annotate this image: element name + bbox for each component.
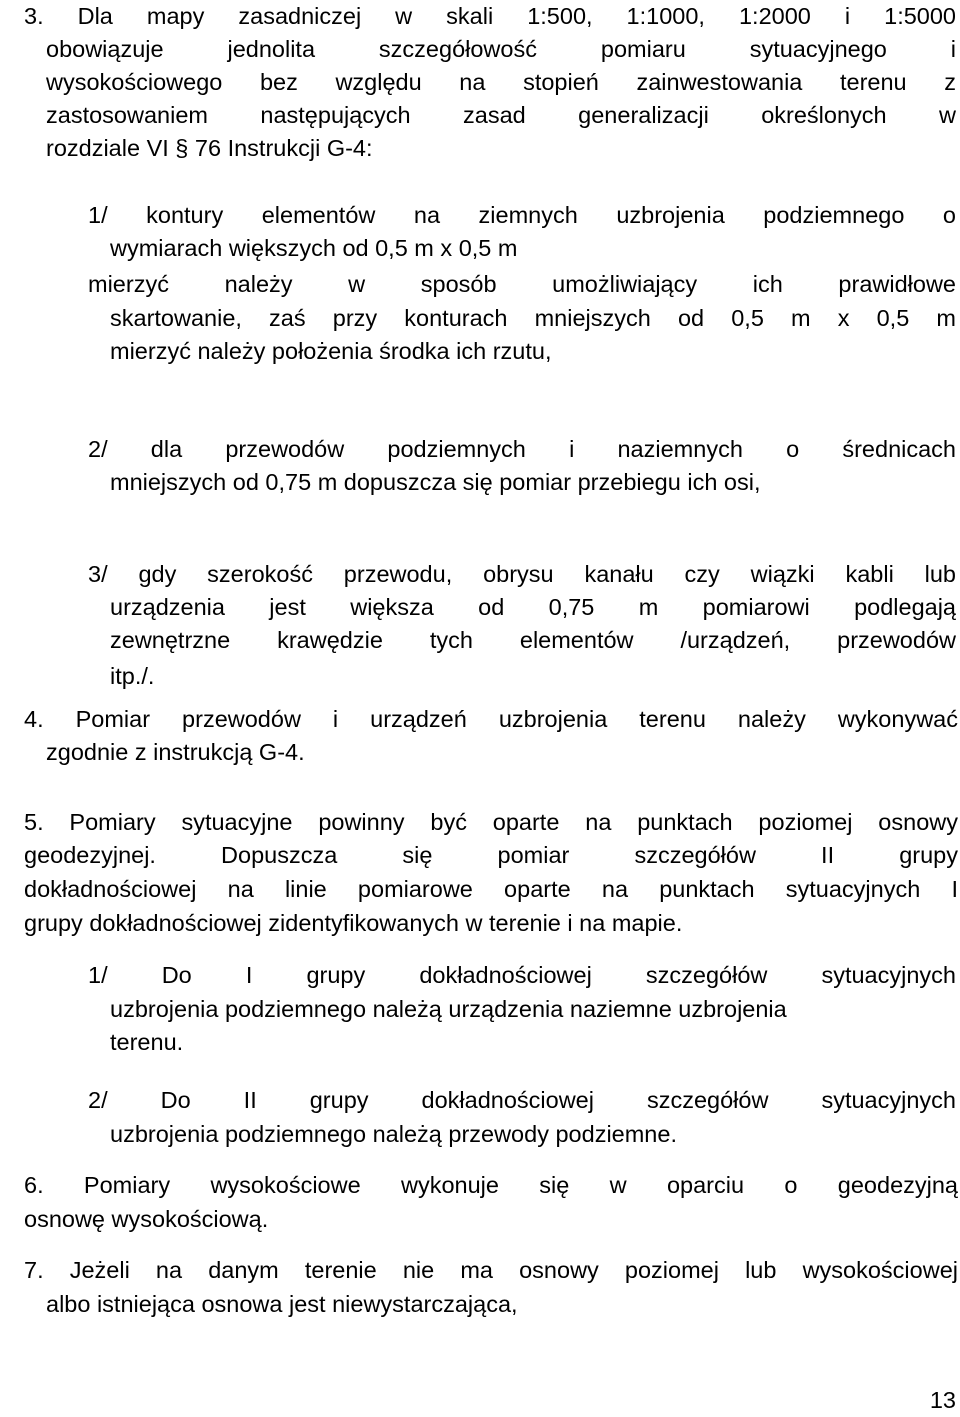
para6-line-1: 6. Pomiary wysokościowe wykonuje się w oparciu o geodezyjną <box>24 1172 958 1198</box>
para3-1-line-3: mierzyć należy w sposób umożliwiający ich prawidłowe <box>88 271 956 297</box>
para3-line-3: wysokościowego bez względu na stopień zainwestowania terenu z <box>46 69 956 95</box>
para3-2-line-1: 2/ dla przewodów podziemnych i naziemnych o średnicach <box>88 436 956 462</box>
page-number: 13 <box>929 1387 956 1413</box>
para5-line-3: dokładnościowej na linie pomiarowe oparte na punktach sytuacyjnych I <box>24 876 958 902</box>
para5-line-1: 5. Pomiary sytuacyjne powinny być oparte na punktach poziomej osnowy <box>24 809 958 835</box>
para3-1-line-1: 1/ kontury elementów na ziemnych uzbrojenia podziemnego o <box>88 202 956 228</box>
para3-2-line-2: mniejszych od 0,75 m dopuszcza się pomiar przebiegu ich osi, <box>110 469 761 495</box>
para3-line-4: zastosowaniem następujących zasad generalizacji określonych w <box>46 102 956 128</box>
para3-3-line-2: urządzenia jest większa od 0,75 m pomiarowi podlegają <box>110 594 956 620</box>
para3-line-2: obowiązuje jednolita szczegółowość pomiaru sytuacyjnego i <box>46 36 956 62</box>
para5-1-line-3: terenu. <box>110 1029 184 1055</box>
para5-1-line-2: uzbrojenia podziemnego należą urządzenia naziemne uzbrojenia <box>110 996 787 1022</box>
para7-line-1: 7. Jeżeli na danym terenie nie ma osnowy poziomej lub wysokościowej <box>24 1257 958 1283</box>
para3-1-line-5: mierzyć należy położenia środka ich rzutu, <box>110 338 552 364</box>
para4-line-1: 4. Pomiar przewodów i urządzeń uzbrojenia terenu należy wykonywać <box>24 706 958 732</box>
para3-1-line-2: wymiarach większych od 0,5 m x 0,5 m <box>110 235 518 261</box>
para5-2-line-1: 2/ Do II grupy dokładnościowej szczegółów sytuacyjnych <box>88 1087 956 1113</box>
para5-line-4: grupy dokładnościowej zidentyfikowanych w terenie i na mapie. <box>24 910 683 936</box>
para3-3-line-3: zewnętrzne krawędzie tych elementów /urządzeń, przewodów <box>110 627 956 653</box>
para5-2-line-2: uzbrojenia podziemnego należą przewody podziemne. <box>110 1121 677 1147</box>
para5-1-line-1: 1/ Do I grupy dokładnościowej szczegółów sytuacyjnych <box>88 962 956 988</box>
para6-line-2: osnowę wysokościową. <box>24 1206 269 1232</box>
para3-line-5: rozdziale VI § 76 Instrukcji G-4: <box>46 135 373 161</box>
para3-3-line-1: 3/ gdy szerokość przewodu, obrysu kanału czy wiązki kabli lub <box>88 561 956 587</box>
para3-3-line-4: itp./. <box>110 663 155 689</box>
para5-line-2: geodezyjnej. Dopuszcza się pomiar szczegółów II grupy <box>24 842 958 868</box>
para7-line-2: albo istniejąca osnowa jest niewystarczająca, <box>46 1291 518 1317</box>
para3-1-line-4: skartowanie, zaś przy konturach mniejszych od 0,5 m x 0,5 m <box>110 305 956 331</box>
para4-line-2: zgodnie z instrukcją G-4. <box>46 739 305 765</box>
para3-line-1: 3. Dla mapy zasadniczej w skali 1:500, 1:1000, 1:2000 i 1:5000 <box>24 3 956 29</box>
